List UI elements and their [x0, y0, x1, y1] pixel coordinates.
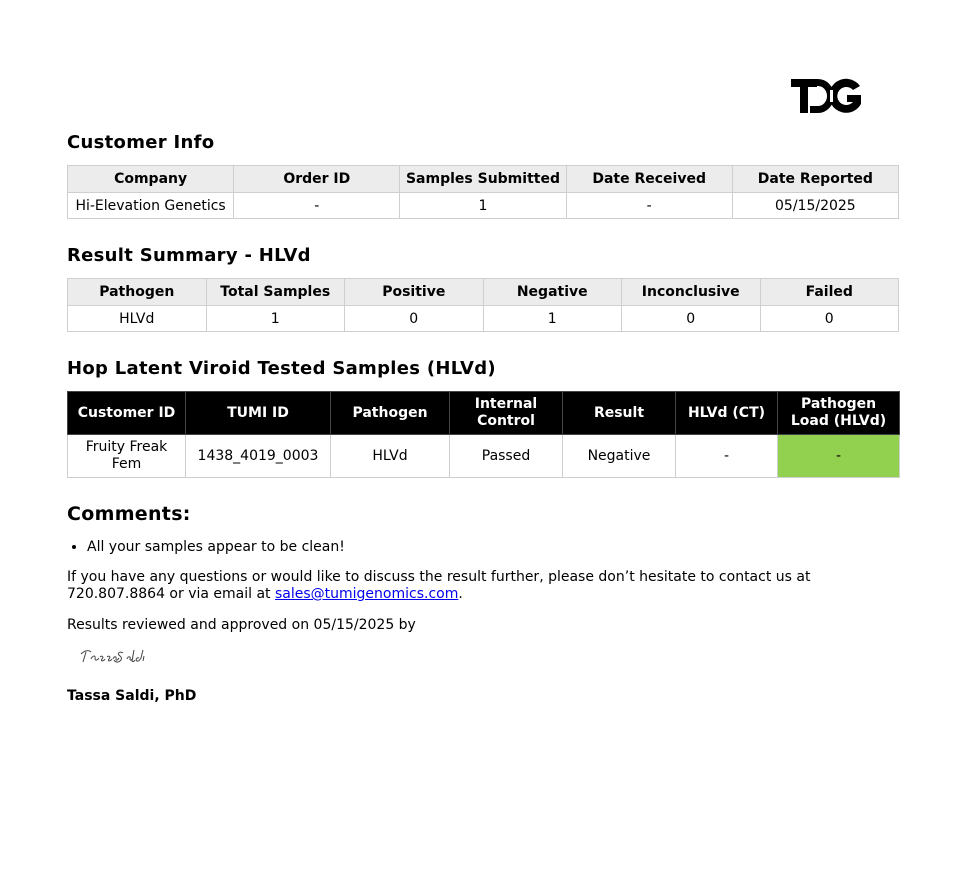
- header-pathogen-load: Pathogen Load (HLVd): [778, 392, 900, 435]
- report-content: [67, 132, 899, 704]
- signer-name: Tassa Saldi, PhD: [67, 688, 197, 704]
- cell-inconclusive: 0: [622, 306, 761, 332]
- customer-info-table: [67, 165, 899, 219]
- cell-total-samples: 1: [206, 306, 345, 332]
- table-row: [68, 193, 899, 219]
- tested-samples-table: [67, 391, 900, 478]
- header-pathogen: Pathogen: [331, 392, 450, 435]
- email-link[interactable]: sales@tumigenomics.com: [274, 586, 459, 602]
- header-total-samples: Total Samples: [206, 279, 345, 306]
- cell-internal-control: Passed: [450, 435, 563, 478]
- cell-hlvd-ct: -: [676, 435, 778, 478]
- cell-negative: 1: [483, 306, 622, 332]
- header-internal-control: Internal Control: [450, 392, 563, 435]
- header-customer-id: Customer ID: [68, 392, 186, 435]
- header-date-reported: Date Reported: [732, 166, 898, 193]
- cell-result: Negative: [563, 435, 676, 478]
- list-item: • All your samples appear to be clean!: [87, 539, 899, 555]
- header-hlvd-ct: HLVd (CT): [676, 392, 778, 435]
- header-date-received: Date Received: [566, 166, 732, 193]
- header-samples-submitted: Samples Submitted: [400, 166, 566, 193]
- cell-pathogen: HLVd: [68, 306, 207, 332]
- cell-date-received: -: [566, 193, 732, 219]
- contact-suffix: .: [458, 586, 463, 602]
- table-row: [68, 306, 899, 332]
- comments-list: [67, 539, 899, 555]
- header-result: Result: [563, 392, 676, 435]
- tested-samples-section: [67, 358, 899, 478]
- result-summary-section: [67, 245, 899, 332]
- header-positive: Positive: [345, 279, 484, 306]
- contact-text: If you have any questions or would like to discuss the result further, please don’t hesitate to contact us at 720.807.8864 or via email at: [67, 569, 811, 602]
- customer-info-section: [67, 132, 899, 219]
- customer-info-title: Customer Info: [67, 132, 215, 153]
- cell-pathogen: HLVd: [331, 435, 450, 478]
- cell-customer-id: Fruity Freak Fem: [68, 435, 186, 478]
- cell-positive: 0: [345, 306, 484, 332]
- cell-pathogen-load: -: [778, 435, 900, 478]
- contact-paragraph: [67, 569, 899, 603]
- header-failed: Failed: [760, 279, 899, 306]
- signature-image: [77, 644, 157, 670]
- cell-company: Hi-Elevation Genetics: [68, 193, 234, 219]
- tested-samples-title: Hop Latent Viroid Tested Samples (HLVd): [67, 358, 496, 379]
- cell-order-id: -: [234, 193, 400, 219]
- comments-section: [67, 503, 899, 704]
- header-tumi-id: TUMI ID: [186, 392, 331, 435]
- cell-tumi-id: 1438_4019_0003: [186, 435, 331, 478]
- cell-failed: 0: [760, 306, 899, 332]
- cell-samples-submitted: 1: [400, 193, 566, 219]
- header-order-id: Order ID: [234, 166, 400, 193]
- result-summary-title: Result Summary - HLVd: [67, 245, 311, 266]
- cell-date-reported: 05/15/2025: [732, 193, 898, 219]
- header-company: Company: [68, 166, 234, 193]
- comments-title: Comments:: [67, 503, 191, 525]
- header-inconclusive: Inconclusive: [622, 279, 761, 306]
- header-pathogen: Pathogen: [68, 279, 207, 306]
- result-summary-table: [67, 278, 899, 332]
- approval-text: Results reviewed and approved on 05/15/2025 by: [67, 617, 416, 633]
- company-logo: [790, 76, 862, 116]
- header-negative: Negative: [483, 279, 622, 306]
- table-row: [68, 435, 900, 478]
